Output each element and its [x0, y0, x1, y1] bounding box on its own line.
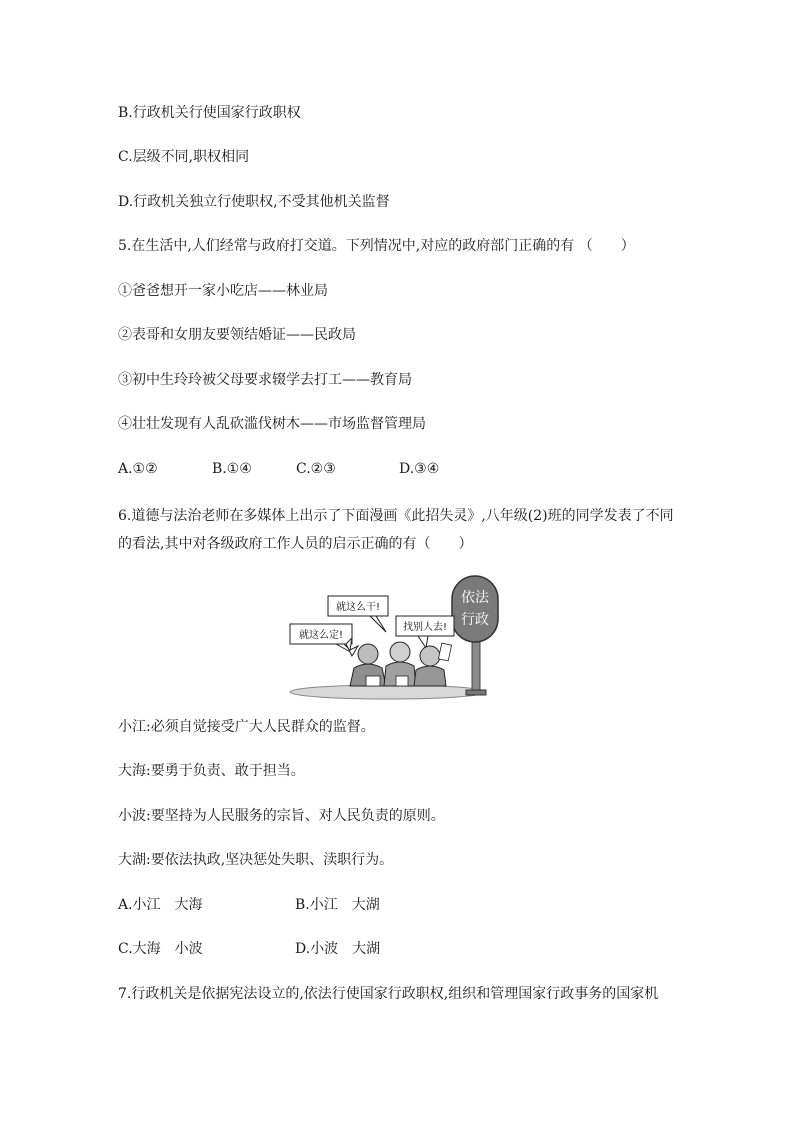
official-figure-left: [346, 638, 386, 686]
question-6-option-d: D.小波 大湖: [295, 941, 381, 957]
question-7-stem: 7.行政机关是依据宪法设立的,依法行使国家行政职权,组织和管理国家行政事务的国家机: [118, 986, 659, 1002]
question-6-statement-1: 小江:必须自觉接受广大人民群众的监督。: [118, 719, 375, 735]
question-6-option-a: A.小江 大海: [118, 897, 203, 913]
speech-bubble-text-1: 就这么干!: [335, 602, 381, 613]
question-4-option-c: C.层级不同,职权相同: [118, 149, 250, 165]
question-6-statement-2: 大海:要勇于负责、敢于担当。: [118, 763, 305, 779]
official-figure-right: [414, 643, 452, 686]
question-5-option-b: B.①④: [212, 461, 252, 477]
question-5-option-a: A.①②: [118, 461, 158, 477]
question-5-option-d: D.③④: [399, 461, 440, 477]
question-6-stem-line-2: 的看法,其中对各级政府工作人员的启示正确的有（ ）: [118, 536, 473, 552]
question-6-option-c: C.大海 小波: [118, 941, 203, 957]
cartoon-illustration: [288, 572, 506, 700]
speech-bubble-text-2: 就这么定!: [298, 630, 344, 641]
question-5-item-1: ①爸爸想开一家小吃店——林业局: [118, 283, 328, 299]
question-5-option-c: C.②③: [296, 461, 336, 477]
sign-text-top: 依法: [461, 590, 489, 606]
official-figure-middle: [384, 642, 416, 686]
question-5-item-3: ③初中生玲玲被父母要求辍学去打工——教育局: [118, 372, 412, 388]
sign-text-bottom: 行政: [461, 612, 489, 628]
question-6-option-b: B.小江 大湖: [295, 897, 380, 913]
question-4-option-b: B.行政机关行使国家行政职权: [118, 105, 301, 121]
question-5-item-2: ②表哥和女朋友要领结婚证——民政局: [118, 327, 356, 343]
question-6-statement-4: 大湖:要依法执政,坚决惩处失职、渎职行为。: [118, 852, 394, 868]
question-6-stem-line-1: 6.道德与法治老师在多媒体上出示了下面漫画《此招失灵》,八年级(2)班的同学发表了不同: [118, 508, 674, 524]
question-5-item-4: ④壮壮发现有人乱砍滥伐树木——市场监督管理局: [118, 416, 426, 432]
speech-bubble-text-3: 找别人去!: [402, 622, 448, 633]
question-5-stem: 5.在生活中,人们经常与政府打交道。下列情况中,对应的政府部门正确的有 （ ）: [118, 238, 635, 254]
question-6-statement-3: 小波:要坚持为人民服务的宗旨、对人民负责的原则。: [118, 808, 445, 824]
question-4-option-d: D.行政机关独立行使职权,不受其他机关监督: [118, 194, 390, 210]
